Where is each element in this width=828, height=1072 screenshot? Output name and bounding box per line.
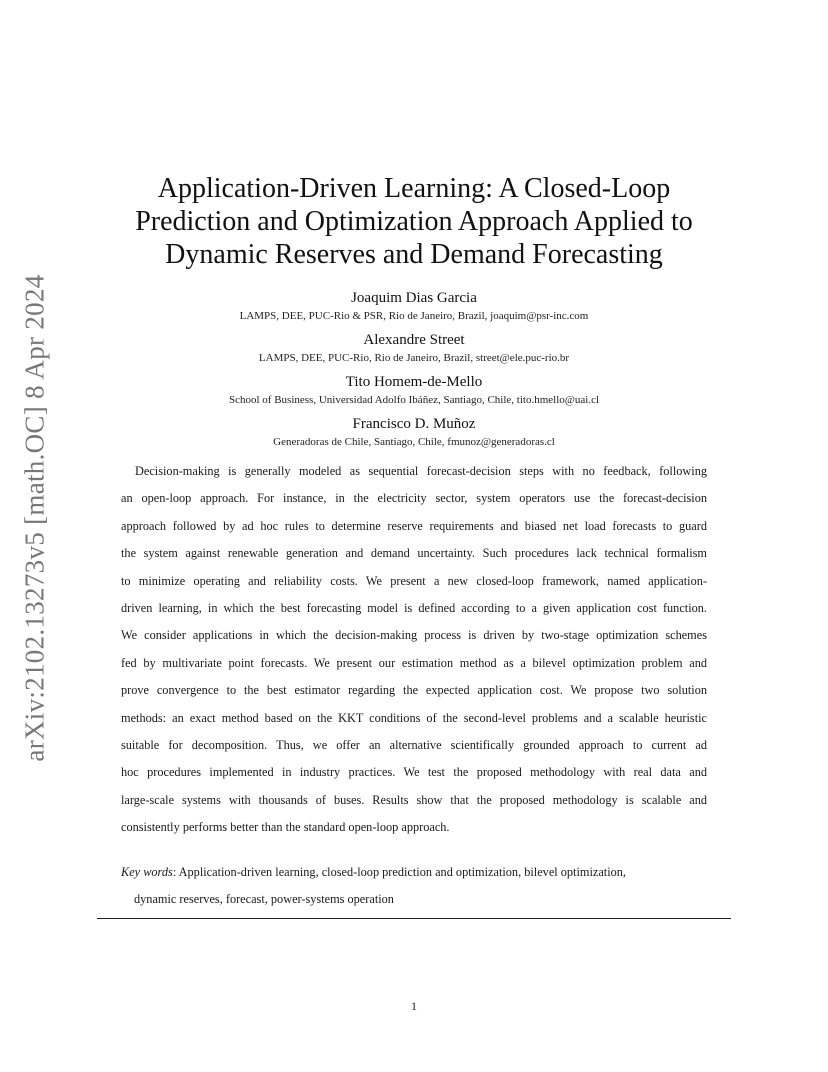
abstract-line: suitable for decomposition. Thus, we offer an alternative scientifically grounded approach to current ad [121,738,707,753]
abstract-line: fed by multivariate point forecasts. We present our estimation method as a bilevel optimization problem and [121,655,707,670]
abstract-line: methods: an exact method based on the KKT conditions of the second-level problems and a scalable heuristic [121,710,707,725]
abstract [121,458,707,842]
abstract-line: the system against renewable generation and demand uncertainty. Such procedures lack technical formalism [121,546,707,561]
abstract-line: consistently performs better than the standard open-loop approach. [121,820,450,835]
title-line: Prediction and Optimization Approach Applied to [135,206,693,237]
abstract-line: an open-loop approach. For instance, in the electricity sector, system operators use the forecast-decision [121,491,707,506]
abstract-line: driven learning, in which the best forecasting model is defined according to a given application cost function. [121,601,707,616]
abstract-line: prove convergence to the best estimator regarding the expected application cost. We propose two solution [121,683,707,698]
keywords-line: Application-driven learning, closed-loop prediction and optimization, bilevel optimization, [178,865,626,879]
author-block [100,371,728,408]
author-affiliation: School of Business, Universidad Adolfo Ibáñez, Santiago, Chile, tito.hmello@uai.cl [228,394,600,406]
author-name: Tito Homem-de-Mello [345,374,483,390]
abstract-line: approach followed by ad hoc rules to determine reserve requirements and biased net load forecasts to guard [121,518,707,533]
abstract-line: hoc procedures implemented in industry practices. We test the proposed methodology with real data and [121,765,707,780]
abstract-line: We consider applications in which the decision-making process is driven by two-stage optimization schemes [121,628,707,643]
paper-title [90,172,738,271]
horizontal-rule [97,918,731,919]
author-list [100,287,728,455]
author-affiliation: Generadoras de Chile, Santiago, Chile, fmunoz@generadoras.cl [273,436,555,448]
author-affiliation: LAMPS, DEE, PUC-Rio, Rio de Janeiro, Brazil, street@ele.puc-rio.br [258,352,570,364]
author-block [100,329,728,366]
author-affiliation: LAMPS, DEE, PUC-Rio & PSR, Rio de Janeiro, Brazil, joaquim@psr-inc.com [239,310,589,322]
author-name: Joaquim Dias Garcia [351,290,477,306]
author-block [100,287,728,324]
keywords-label: Key words [121,865,173,879]
keywords-colon: : [172,865,177,879]
title-line: Application-Driven Learning: A Closed-Loop [157,173,671,204]
abstract-line: to minimize operating and reliability costs. We present a new closed-loop framework, named application- [121,573,707,588]
title-line: Dynamic Reserves and Demand Forecasting [165,239,663,270]
abstract-line: large-scale systems with thousands of buses. Results show that the proposed methodology is scalable and [121,792,707,807]
keywords-line: dynamic reserves, forecast, power-systems operation [134,892,394,906]
author-name: Alexandre Street [363,332,465,348]
arxiv-identifier-text: arXiv:2102.13273v5 [math.OC] 8 Apr 2024 [19,274,50,762]
abstract-line: Decision-making is generally modeled as sequential forecast-decision steps with no feedback, following [135,464,707,478]
keywords [121,859,711,913]
author-name: Francisco D. Muñoz [352,416,476,432]
author-block [100,413,728,450]
page-number: 1 [411,999,417,1013]
